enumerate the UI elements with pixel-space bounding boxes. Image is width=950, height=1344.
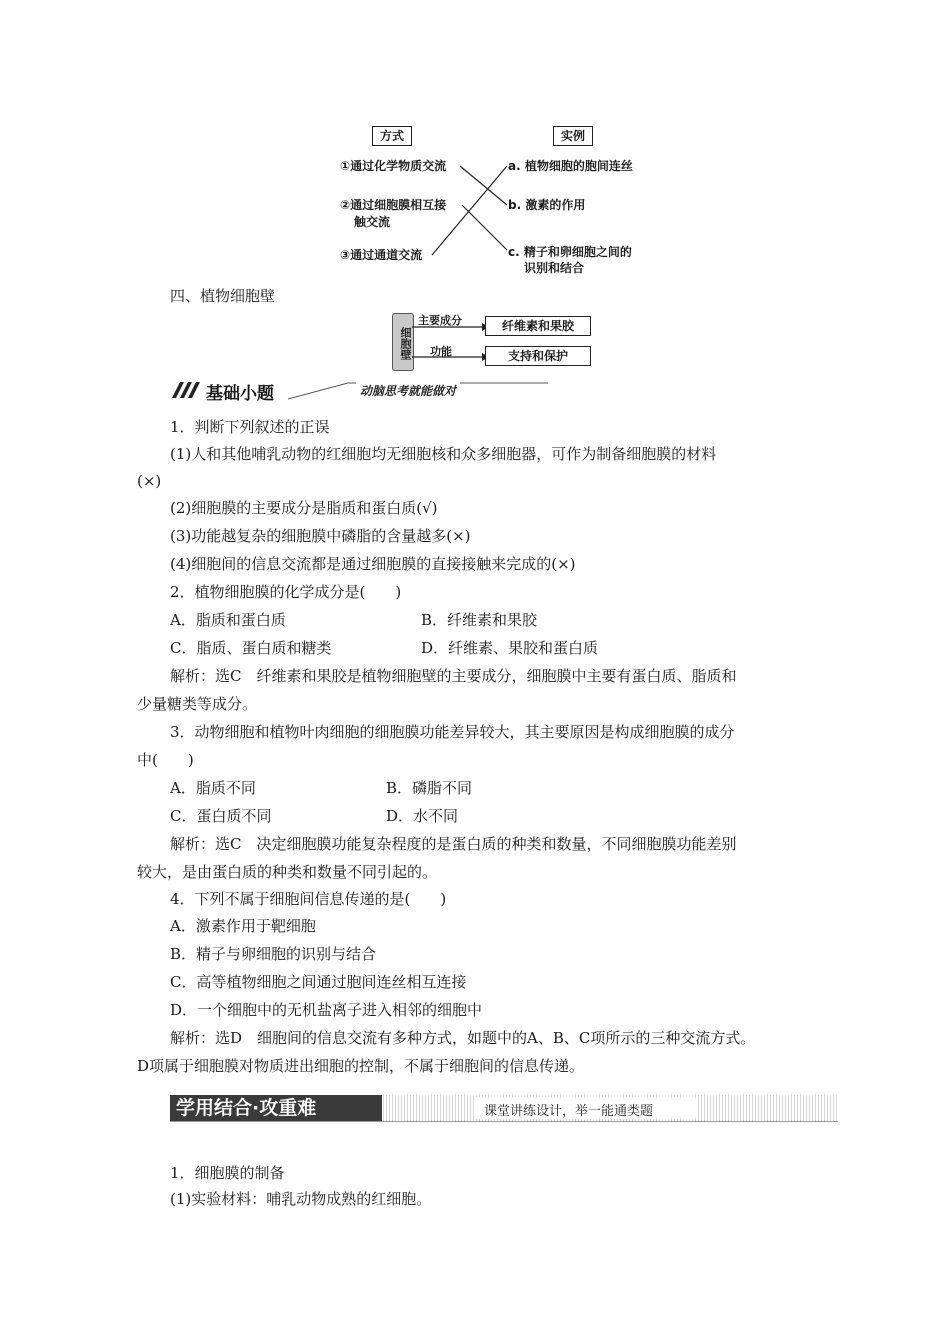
method-2a: ②通过细胞膜相互接 [340,198,447,212]
q1-item4: (4)细胞间的信息交流都是通过细胞膜的直接接触来完成的(×) [170,555,576,573]
q1-item1: (1)人和其他哺乳动物的红细胞均无细胞核和众多细胞器，可作为制备细胞膜的材料 [170,445,717,463]
q4-stem: 4．下列不属于细胞间信息传递的是( ) [170,890,447,908]
q2-option-c: C．脂质、蛋白质和糖类 [170,639,332,657]
q3-option-a: A．脂质不同 [170,779,256,797]
example-a: a. 植物细胞的胞间连丝 [508,159,633,173]
q2-stem: 2．植物细胞膜的化学成分是( ) [170,583,402,601]
q1-stem: 1．判断下列叙述的正误 [170,418,330,436]
banner1-subtitle: 动脑思考就能做对 [356,382,460,399]
example-b: b. 激素的作用 [508,198,586,212]
q3-option-c: C．蛋白质不同 [170,807,272,825]
method-2b: 触交流 [354,215,391,229]
q4-option-c: C．高等植物细胞之间通过胞间连丝相互连接 [170,973,467,991]
q2-analysis: 解析：选C 纤维素和果胶是植物细胞壁的主要成分，细胞膜中主要有蛋白质、脂质和 [170,667,737,685]
q1-item1-answer: (×) [137,472,162,490]
q2-option-d: D．纤维素、果胶和蛋白质 [421,639,599,657]
wall-arrows [410,315,490,365]
basic-questions-banner [170,377,550,403]
q2-option-a: A．脂质和蛋白质 [170,611,286,629]
q4-option-b: B．精子与卵细胞的识别与结合 [170,945,377,963]
q3-stem-cont: 中( ) [137,751,194,769]
banner2-title: 学用结合·攻重难 [176,1097,317,1119]
applied-learning-banner [170,1095,838,1123]
component-label: 主要成分 [418,314,462,327]
function-label: 功能 [430,345,452,358]
q2-analysis-cont: 少量糖类等成分。 [137,695,258,713]
q3-analysis: 解析：选C 决定细胞膜功能复杂程度的是蛋白质的种类和数量，不同细胞膜功能差别 [170,835,737,853]
method-1: ①通过化学物质交流 [340,159,447,173]
cell-wall-center-label: 细胞壁 [399,326,412,360]
matching-lines [0,0,950,300]
banner1-title: 基础小题 [206,384,274,404]
q3-analysis-cont: 较大，是由蛋白质的种类和数量不同引起的。 [137,863,438,881]
stripes-icon [170,380,206,400]
q1-item3: (3)功能越复杂的细胞膜中磷脂的含量越多(×) [170,527,471,545]
method-header: 方式 [372,126,412,146]
q3-option-b: B．磷脂不同 [386,779,473,797]
q3-option-d: D．水不同 [386,807,459,825]
prep-heading: 1．细胞膜的制备 [170,1164,285,1182]
example-c1: c. 精子和卵细胞之间的 [508,245,632,259]
q4-analysis: 解析：选D 细胞间的信息交流有多种方式，如题中的A、B、C项所示的三种交流方式。 [170,1029,756,1047]
q4-option-a: A．激素作用于靶细胞 [170,917,316,935]
example-header: 实例 [553,126,593,146]
q3-stem: 3．动物细胞和植物叶肉细胞的细胞膜功能差异较大，其主要原因是构成细胞膜的成分 [170,723,735,741]
prep-material: (1)实验材料：哺乳动物成熟的红细胞。 [170,1190,432,1208]
q1-item2: (2)细胞膜的主要成分是脂质和蛋白质(√) [170,499,438,517]
component-box: 纤维素和果胶 [485,316,591,336]
function-box: 支持和保护 [485,346,591,366]
section4-title: 四、植物细胞壁 [170,287,276,305]
example-c2: 识别和结合 [524,261,585,275]
method-3: ③通过通道交流 [340,248,423,262]
q4-analysis-cont: D项属于细胞膜对物质进出细胞的控制，不属于细胞间的信息传递。 [137,1057,585,1075]
q4-option-d: D．一个细胞中的无机盐离子进入相邻的细胞中 [170,1001,483,1019]
q2-option-b: B．纤维素和果胶 [421,611,538,629]
banner2-subtitle: 课堂讲练设计，举一能通类题 [484,1104,654,1119]
